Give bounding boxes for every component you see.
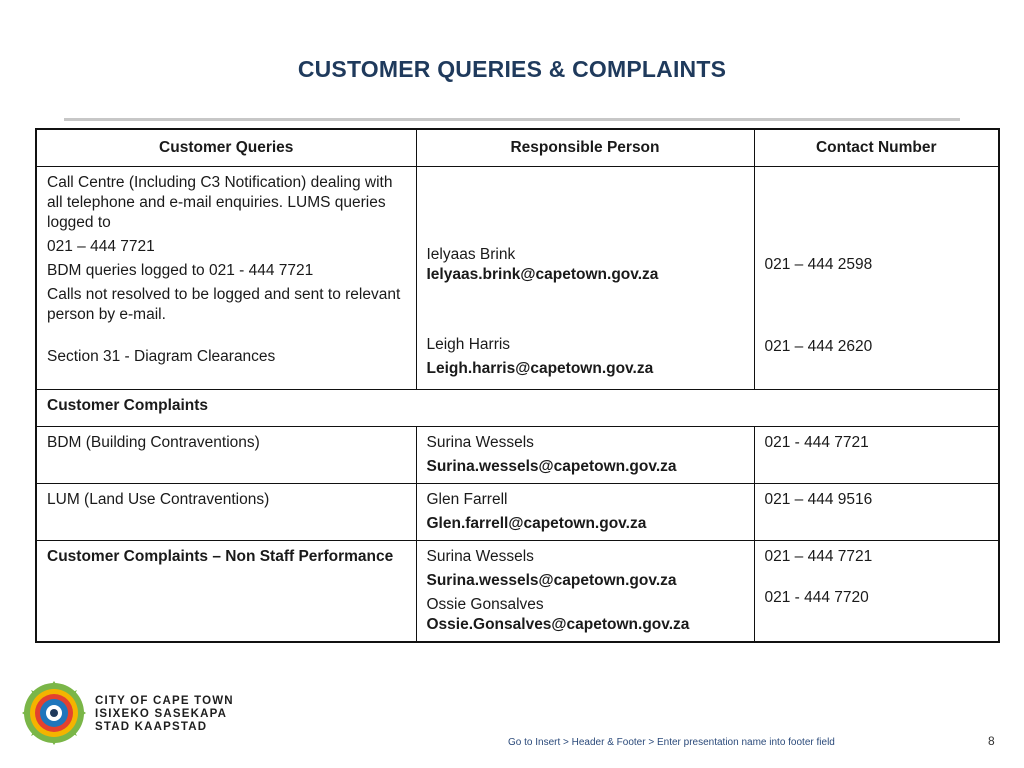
title-divider <box>64 118 960 121</box>
table-row <box>36 167 999 390</box>
person-name: Ossie Gonsalves <box>426 596 544 613</box>
query-line: 021 – 444 7721 <box>47 238 155 255</box>
page-number: 8 <box>988 734 995 748</box>
table-row <box>36 427 999 484</box>
contact-number: 021 – 444 9516 <box>754 484 999 541</box>
person-email-link[interactable]: Ielyaas.brink@capetown.gov.za <box>426 266 659 283</box>
contacts-cell <box>754 541 999 643</box>
complaint-item: LUM (Land Use Contraventions) <box>36 484 416 541</box>
person-email-link[interactable]: Leigh.harris@capetown.gov.za <box>426 360 654 377</box>
person-cell <box>416 427 754 484</box>
person-name: Surina Wessels <box>426 548 534 565</box>
query-line: Call Centre (Including C3 Notification) dealing with all telephone and e-mail enquiries. LUMS queries logged to <box>47 174 393 231</box>
header-contact-number: Contact Number <box>754 129 999 167</box>
header-responsible-person: Responsible Person <box>416 129 754 167</box>
person-name: Glen Farrell <box>426 491 508 508</box>
person-name: Leigh Harris <box>426 336 511 353</box>
city-logo-icon <box>22 681 86 745</box>
queries-cell <box>36 167 416 390</box>
table-row <box>36 484 999 541</box>
contact-number: 021 – 444 7721 <box>764 548 873 565</box>
complaint-item: BDM (Building Contraventions) <box>36 427 416 484</box>
complaints-section-row <box>36 390 999 427</box>
person-cell <box>416 541 754 643</box>
brand-line: CITY OF CAPE TOWN <box>95 695 234 707</box>
query-line: Calls not resolved to be logged and sent to relevant person by e-mail. <box>47 286 401 323</box>
contacts-table <box>35 128 1000 643</box>
query-line: BDM queries logged to 021 - 444 7721 <box>47 262 314 279</box>
footer-text: Go to Insert > Header & Footer > Enter presentation name into footer field <box>508 737 835 748</box>
contact-number: 021 – 444 2620 <box>764 338 873 355</box>
complaint-item: Customer Complaints – Non Staff Performance <box>36 541 416 643</box>
person-email-link[interactable]: Surina.wessels@capetown.gov.za <box>426 458 677 475</box>
brand-line: ISIXEKO SASEKAPA <box>95 708 228 720</box>
brand-line: STAD KAAPSTAD <box>95 721 208 733</box>
contacts-cell <box>754 167 999 390</box>
contact-number: 021 - 444 7720 <box>764 589 869 606</box>
page-title: CUSTOMER QUERIES & COMPLAINTS <box>297 56 727 82</box>
contact-number: 021 - 444 7721 <box>754 427 999 484</box>
table-row <box>36 541 999 643</box>
section31-line: Section 31 - Diagram Clearances <box>47 348 276 365</box>
person-name: Surina Wessels <box>426 434 534 451</box>
table-header-row <box>36 129 999 167</box>
person-email-link[interactable]: Glen.farrell@capetown.gov.za <box>426 515 647 532</box>
person-email-link[interactable]: Ossie.Gonsalves@capetown.gov.za <box>426 616 690 633</box>
header-customer-queries: Customer Queries <box>36 129 416 167</box>
city-brand-text <box>95 695 234 734</box>
contact-number: 021 – 444 2598 <box>764 256 873 273</box>
person-email-link[interactable]: Surina.wessels@capetown.gov.za <box>426 572 677 589</box>
person-name: Ielyaas Brink <box>426 246 516 263</box>
person-cell <box>416 484 754 541</box>
section-label: Customer Complaints <box>36 390 999 427</box>
persons-cell <box>416 167 754 390</box>
